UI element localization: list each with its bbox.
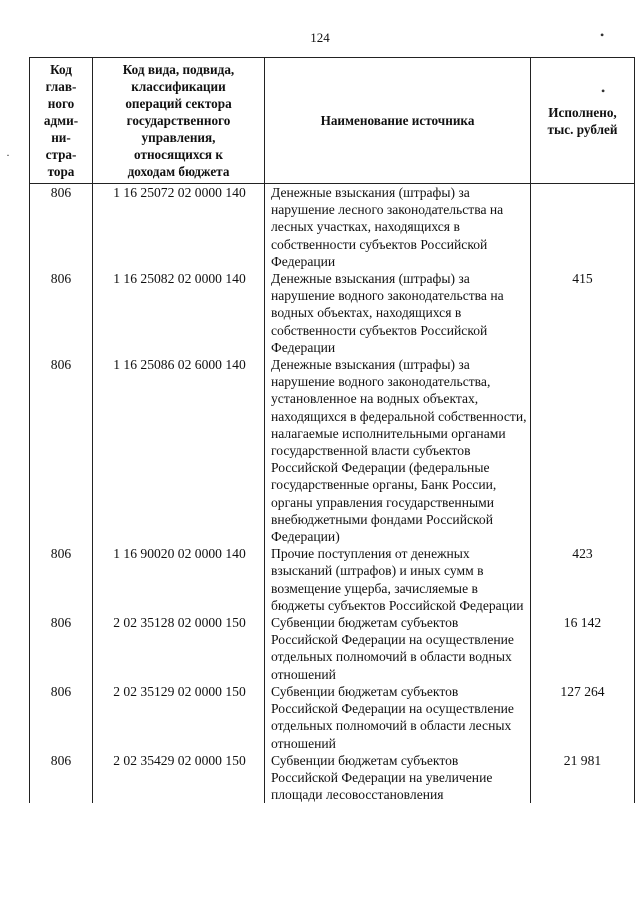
cell-classification-code: 1 16 90020 02 0000 140 [93, 545, 265, 614]
table-row [30, 356, 635, 545]
cell-executed-value: 415 [531, 270, 635, 356]
cell-classification-code: 2 02 35128 02 0000 150 [93, 614, 265, 683]
revenue-table-wrapper [29, 57, 634, 803]
revenue-table [29, 57, 635, 803]
table-row [30, 545, 635, 614]
header-admin-code: Код глав- ного адми- ни- стра- тора [30, 58, 93, 184]
cell-admin-code: 806 [30, 356, 93, 545]
cell-admin-code: 806 [30, 752, 93, 804]
scan-mark: • [601, 84, 606, 98]
cell-source-name: Денежные взыскания (штрафы) за нарушение водного законодательства, установленное на водных объектах, находящихся в федеральной собственности, налагаемые исполнительными органами государственной власти субъектов Российской Федерации (федеральные государственные органы, Банк России, органы управления государственными внебюджетными фондами Российской Федерации) [265, 356, 531, 545]
cell-executed-value: 423 [531, 545, 635, 614]
page-number: 124 [310, 30, 330, 45]
table-header-row [30, 58, 635, 184]
cell-classification-code: 1 16 25082 02 0000 140 [93, 270, 265, 356]
cell-executed-value: 127 264 [531, 683, 635, 752]
cell-admin-code: 806 [30, 545, 93, 614]
table-row [30, 184, 635, 271]
cell-executed-value: 16 142 [531, 614, 635, 683]
cell-source-name: Субвенции бюджетам субъектов Российской Федерации на увеличение площади лесовосстановления [265, 752, 531, 804]
cell-executed-value: 21 981 [531, 752, 635, 804]
scan-mark: · [6, 148, 10, 162]
cell-source-name: Субвенции бюджетам субъектов Российской Федерации на осуществление отдельных полномочий в области лесных отношений [265, 683, 531, 752]
cell-admin-code: 806 [30, 614, 93, 683]
cell-admin-code: 806 [30, 270, 93, 356]
header-executed: Исполнено, тыс. рублей [531, 58, 635, 184]
table-row [30, 270, 635, 356]
cell-classification-code: 2 02 35129 02 0000 150 [93, 683, 265, 752]
cell-admin-code: 806 [30, 683, 93, 752]
cell-source-name: Прочие поступления от денежных взысканий (штрафов) и иных сумм в возмещение ущерба, зачисляемые в бюджеты субъектов Российской Федерации [265, 545, 531, 614]
cell-classification-code: 2 02 35429 02 0000 150 [93, 752, 265, 804]
cell-source-name: Субвенции бюджетам субъектов Российской Федерации на осуществление отдельных полномочий в области водных отношений [265, 614, 531, 683]
cell-source-name: Денежные взыскания (штрафы) за нарушение водного законодательства на водных объектах, находящихся в собственности субъектов Российской Федерации [265, 270, 531, 356]
cell-classification-code: 1 16 25072 02 0000 140 [93, 184, 265, 271]
cell-executed-value [531, 356, 635, 545]
table-row [30, 614, 635, 683]
cell-admin-code: 806 [30, 184, 93, 271]
scan-mark: • [600, 28, 605, 42]
cell-classification-code: 1 16 25086 02 6000 140 [93, 356, 265, 545]
table-row [30, 683, 635, 752]
header-classification-code: Код вида, подвида, классификации операций сектора государственного управления, относящихся к доходам бюджета [93, 58, 265, 184]
header-source-name: Наименование источника [265, 58, 531, 184]
cell-source-name: Денежные взыскания (штрафы) за нарушение лесного законодательства на лесных участках, находящихся в собственности субъектов Российской Федерации [265, 184, 531, 271]
table-row [30, 752, 635, 804]
cell-executed-value [531, 184, 635, 271]
